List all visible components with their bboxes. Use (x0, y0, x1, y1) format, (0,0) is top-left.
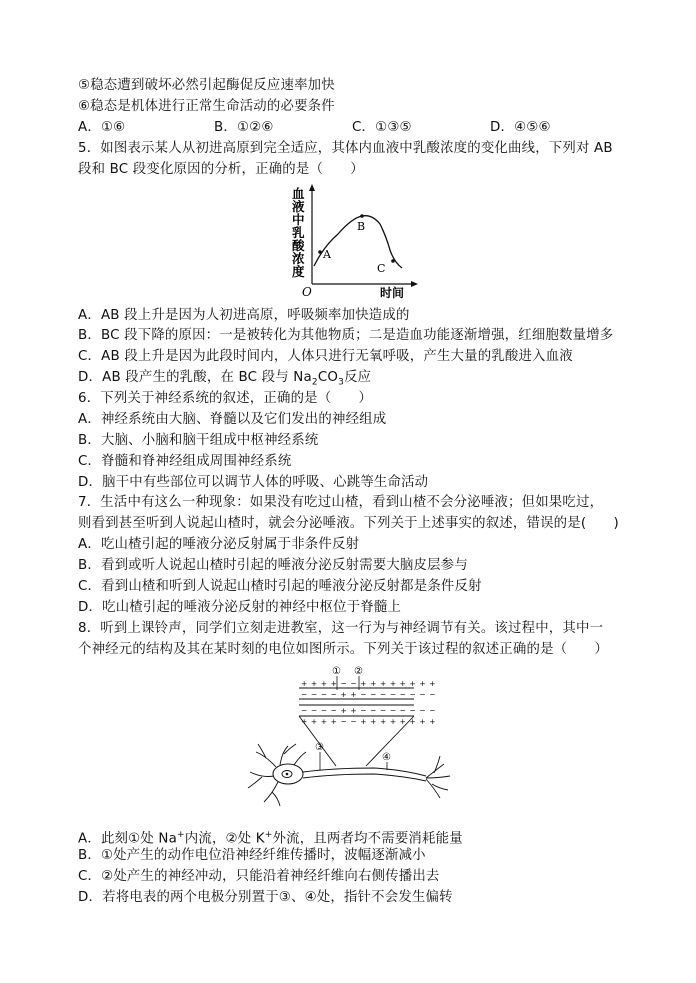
q8-a-text3: 外流，且两者均不需要消耗能量 (272, 831, 463, 847)
q6-option-a: A．神经系统由大脑、脊髓以及它们发出的神经组成 (78, 412, 387, 427)
axon-terminals (426, 756, 450, 798)
q5-d-text2: CO (317, 370, 339, 385)
marker-4: ④ (382, 752, 391, 763)
point-b (360, 214, 364, 218)
charge-row-top: + + + + − − + + + + + + + + (301, 679, 437, 688)
marker-2: ② (354, 666, 363, 677)
q8-a-text2: 内流，②处 K (184, 831, 265, 847)
q6-option-c: C．脊髓和脊神经组成周围神经系统 (78, 454, 292, 469)
y-axis-label-char: 中 (292, 212, 305, 227)
point-a-label: A (323, 248, 331, 261)
statement-6: ⑥稳态是机体进行正常生命活动的必要条件 (78, 99, 335, 114)
y-axis-label-char: 液 (292, 199, 305, 214)
q7-option-c: C．看到山楂和听到人说起山楂时引起的唾液分泌反射都是条件反射 (78, 579, 482, 594)
q5-option-a: A．AB 段上升是因为人初进高原，呼吸频率加快造成的 (78, 308, 410, 323)
q8-option-d: D．若将电表的两个电极分别置于③、④处，指针不会发生偏转 (78, 890, 453, 905)
q8-option-c: C．②处产生的神经冲动，只能沿着神经纤维向右侧传播出去 (78, 869, 440, 884)
q5-option-c: C．AB 段上升是因为此段时间内，人体只进行无氧呼吸，产生大量的乳酸进入血液 (78, 349, 573, 364)
q7-stem-line1: 7．生活中有这么一种现象：如果没有吃过山楂，看到山楂不会分泌唾液；但如果吃过， (78, 495, 604, 510)
q7-option-a: A．吃山楂引起的唾液分泌反射属于非条件反射 (78, 537, 360, 552)
q8-option-b: B．①处产生的动作电位沿神经纤维传播时，波幅逐渐减小 (78, 848, 426, 863)
q5-stem-line1: 5．如图表示某人从初进高原到完全适应，其体内血液中乳酸浓度的变化曲线，下列对 AB (78, 141, 613, 156)
origin-label: O (302, 285, 312, 299)
q6-option-d: D．脑干中有些部位可以调节人体的呼吸、心跳等生命活动 (78, 475, 429, 490)
q8-a-sup1: + (177, 830, 185, 840)
y-axis-label-char: 乳 (292, 225, 305, 240)
charge-row-bottom: + + + + − − + + + + + + + + (301, 717, 437, 726)
option-b: B．①②⑥ (214, 120, 274, 135)
statement-5: ⑤稳态遭到破坏必然引起酶促反应速率加快 (78, 78, 335, 93)
y-axis-label-chars (292, 186, 305, 279)
charge-row-inner1: − − − − + + − − − − − − − − (301, 690, 437, 699)
y-axis-label-char: 浓 (292, 251, 305, 266)
axon (303, 768, 426, 776)
y-axis-label-char: 酸 (292, 238, 305, 253)
neuron-diagram (244, 664, 454, 814)
q5-d-text3: 反应 (344, 370, 372, 385)
option-c: C．①③⑤ (352, 120, 412, 135)
q8-stem-line1: 8．听到上课铃声，同学们立刻走进教室，这一行为与神经调节有关。该过程中，其中一 (78, 621, 604, 636)
q5-option-b: B．BC 段下降的原因：一是被转化为其他物质；二是造血功能逐渐增强，红细胞数量增多 (78, 328, 614, 343)
q6-stem: 6．下列关于神经系统的叙述，正确的是（ ） (78, 391, 373, 406)
prev-options (78, 118, 638, 138)
q5-d-sub2: 3 (338, 377, 345, 388)
q7-stem-line2: 则看到甚至听到人说起山楂时，就会分泌唾液。下列关于上述事实的叙述，错误的是( ) (78, 516, 619, 531)
q7-option-b: B．看到或听人说起山楂时引起的唾液分泌反射需要大脑皮层参与 (78, 558, 468, 573)
option-d: D．④⑤⑥ (490, 120, 551, 135)
point-a (318, 250, 322, 254)
q8-a-sup2: + (264, 830, 273, 840)
x-axis-label: 时间 (380, 286, 405, 300)
q7-option-d: D．吃山楂引起的唾液分泌反射的神经中枢位于脊髓上 (78, 600, 402, 615)
y-axis-label-char: 血 (292, 186, 305, 201)
q5-d-text1: D．AB 段产生的乳酸，在 BC 段与 Na (78, 370, 312, 385)
lactic-acid-graph (280, 184, 420, 300)
q5-d-sub1: 2 (311, 377, 318, 388)
marker-3: ③ (315, 742, 324, 753)
point-c (391, 259, 395, 263)
dendrites (248, 744, 306, 806)
q5-stem-line2: 段和 BC 段变化原因的分析，正确的是（ ） (78, 162, 364, 177)
marker-1: ① (332, 666, 341, 677)
point-c-label: C (377, 262, 386, 275)
q8-stem-line2: 个神经元的结构及其在某时刻的电位如图所示。下列关于该过程的叙述正确的是（ ） (78, 642, 609, 657)
charge-row-inner2: − − − − + + − − − − − − − − (301, 706, 437, 715)
q6-option-b: B．大脑、小脑和脑干组成中枢神经系统 (78, 433, 319, 448)
q8-a-text1: A．此刻①处 Na (78, 831, 178, 847)
option-a: A．①⑥ (78, 120, 126, 135)
point-b-label: B (357, 220, 366, 233)
y-axis-label-char: 度 (292, 264, 305, 279)
